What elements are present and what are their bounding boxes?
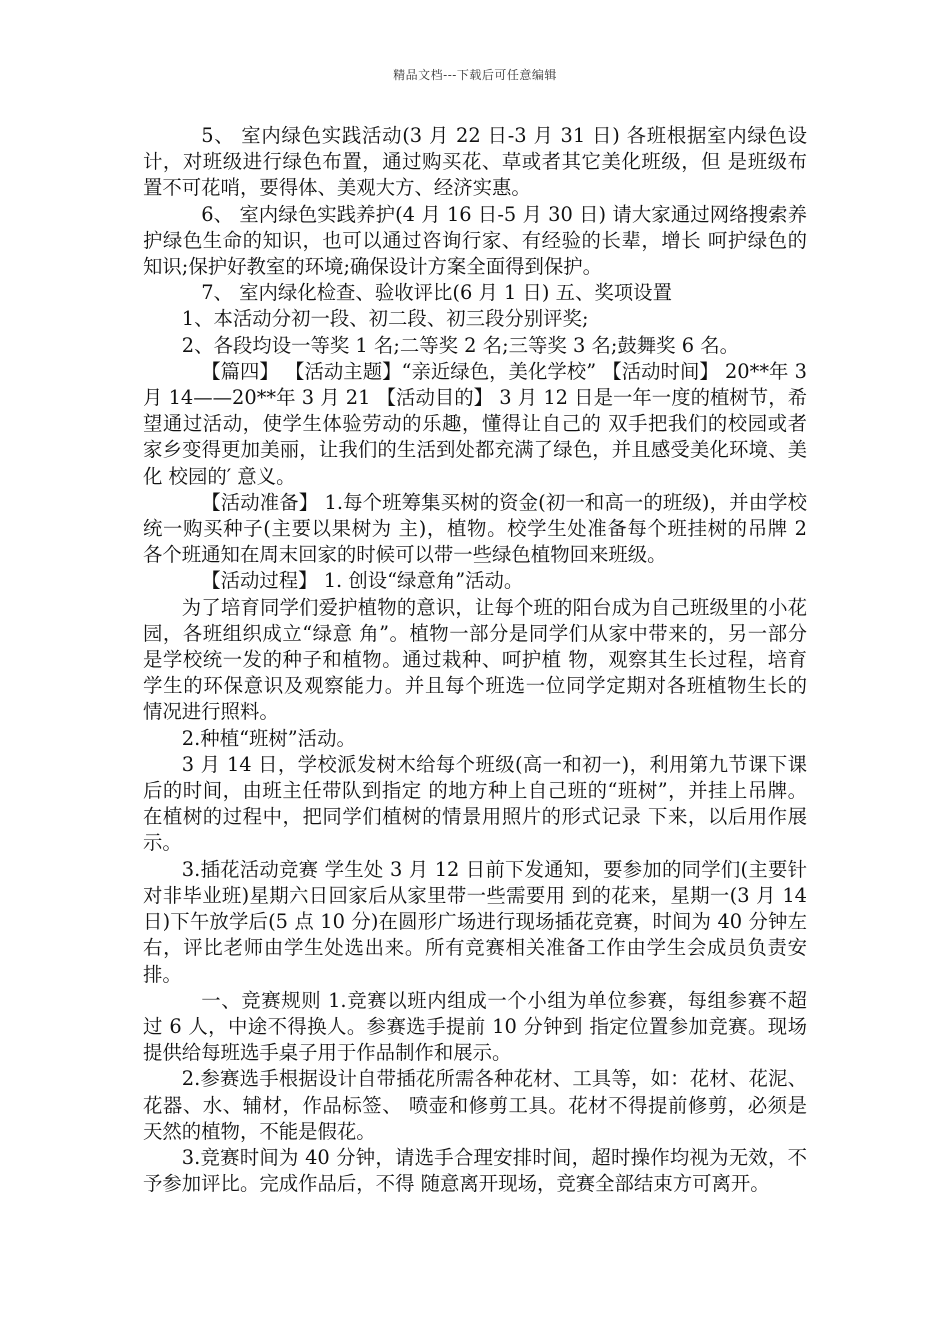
paragraph-green-corner: 为了培育同学们爱护植物的意识，让每个班的阳台成为自己班级里的小花园，各班组织成立“绿意 角”。植物一部分是同学们从家中带来的，另一部分是学校统一发的种子和植物。通过栽种、呵护植 物，观察其生长过程，培育学生的环保意识及观察能力。并且每个班选一位同学定期对各班植物生长的 情况进行照料。 <box>143 595 807 724</box>
paragraph-class-tree: 3 月 14 日，学校派发树木给每个班级(高一和初一)，利用第九节课下课后的时间，由班主任带队到指定 的地方种上自己班的“班树”，并挂上吊牌。在植树的过程中，把同学们植树的情景用照片的形式记录 下来，以后用作展示。 <box>143 752 807 855</box>
paragraph-item-6: 6、 室内绿色实践养护(4 月 16 日-5 月 30 日) 请大家通过网络搜索养护绿色生命的知识，也可以通过咨询行家、有经验的长辈，增长 呵护绿色的知识;保护好教室的环境;确保设计方案全面得到保护。 <box>143 202 807 279</box>
paragraph-preparation: 【活动准备】 1.每个班筹集买树的资金(初一和高一的班级)，并由学校统一购买种子(主要以果树为 主)，植物。校学生处准备每个班挂树的吊牌 2 各个班通知在周末回家的时候可以带一些绿色植物回来班级。 <box>143 490 807 567</box>
paragraph-item-7: 7、 室内绿化检查、验收评比(6 月 1 日) 五、奖项设置 <box>201 281 672 305</box>
paragraph-award-1: 1、本活动分初一段、初二段、初三段分别评奖; <box>181 307 589 331</box>
document-body <box>143 123 807 1197</box>
paragraph-item-5: 5、 室内绿色实践活动(3 月 22 日-3 月 31 日) 各班根据室内绿色设计，对班级进行绿色布置，通过购买花、草或者其它美化班级，但 是班级布置不可花哨，要得体、美观大方、经济实惠。 <box>143 124 807 200</box>
paragraph-section-four: 【篇四】 【活动主题】“亲近绿色，美化学校” 【活动时间】 20**年 3 月 14——20**年 3 月 21 【活动目的】 3 月 12 日是一年一度的植树节，希望通过活动，使学生体验劳动的乐趣，懂得让自己的 双手把我们的校园或者家乡变得更加美丽，让我们的生活到处都充满了绿色，并且感受美化环境、美化 校园的′ 意义。 <box>143 359 807 488</box>
paragraph-award-2: 2、各段均设一等奖 1 名;二等奖 2 名;三等奖 3 名;鼓舞奖 6 名。 <box>181 333 739 357</box>
page-header: 精品文档---下载后可任意编辑 <box>393 68 557 82</box>
paragraph-rules-3: 3.竞赛时间为 40 分钟，请选手合理安排时间，超时操作均视为无效，不予参加评比。完成作品后，不得 随意离开现场，竞赛全部结束方可离开。 <box>143 1145 807 1196</box>
paragraph-rules-2: 2.参赛选手根据设计自带插花所需各种花材、工具等，如：花材、花泥、花器、水、辅材，作品标签、 喷壶和修剪工具。花材不得提前修剪，必须是天然的植物，不能是假花。 <box>143 1067 807 1143</box>
paragraph-process: 【活动过程】 1. 创设“绿意角”活动。 <box>201 569 524 593</box>
paragraph-class-tree-heading: 2.种植“班树”活动。 <box>181 726 356 750</box>
paragraph-flower-contest: 3.插花活动竞赛 学生处 3 月 12 日前下发通知，要参加的同学们(主要针对非毕业班)星期六日回家后从家里带一些需要用 到的花来，星期一(3 月 14 日)下午放学后(5 点 10 分)在圆形广场进行现场插花竞赛，时间为 40 分钟左 右，评比老师由学生处选出来。所有竞赛相关准备工作由学生会成员负责安排。 <box>143 857 807 986</box>
paragraph-rules-1: 一、竞赛规则 1.竞赛以班内组成一个小组为单位参赛，每组参赛不超过 6 人，中途不得换人。参赛选手提前 10 分钟到 指定位置参加竞赛。现场提供给每班选手桌子用于作品制作和展示。 <box>143 988 807 1065</box>
